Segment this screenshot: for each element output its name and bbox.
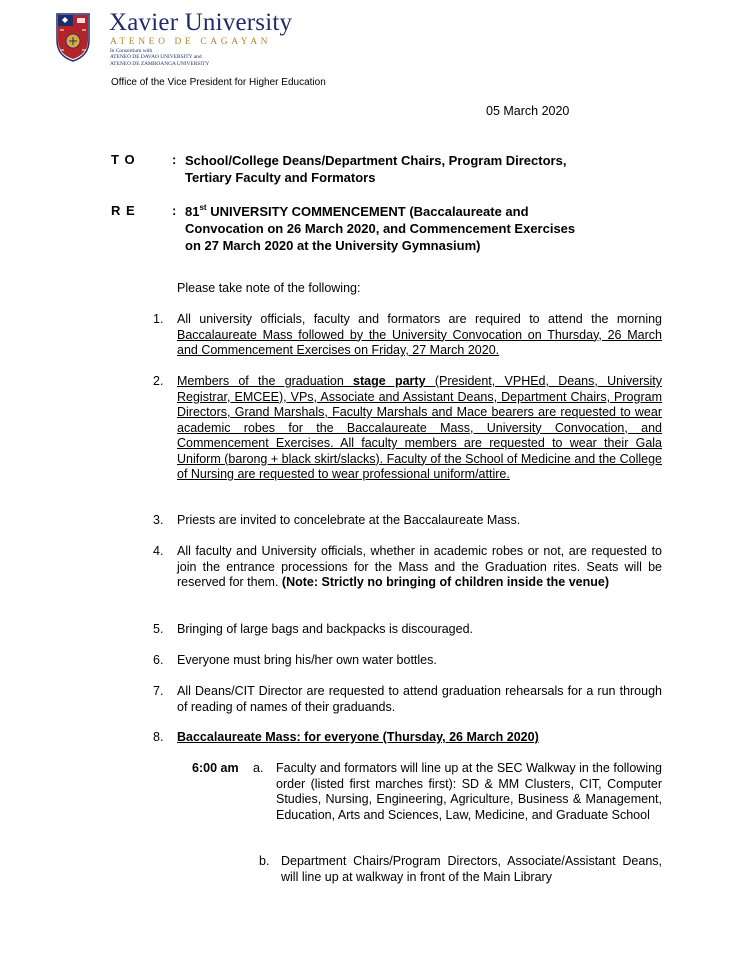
re-title: UNIVERSITY COMMENCEMENT (Baccalaureate and	[206, 204, 529, 219]
item-text	[177, 312, 662, 359]
item-text: Everyone must bring his/her own water bottles.	[177, 653, 437, 667]
to-colon: :	[172, 152, 177, 167]
item-number: 5.	[153, 622, 164, 636]
to-recipients	[185, 152, 655, 186]
item-number: 1.	[153, 312, 164, 326]
intro-text: Please take note of the following:	[177, 281, 361, 295]
consortium-line: ATENEO DE DAVAO UNIVERSITY and	[110, 54, 202, 61]
consortium-note	[110, 48, 209, 67]
item-text	[177, 374, 662, 483]
re-line	[185, 203, 655, 220]
to-line: Tertiary Faculty and Formators	[185, 170, 376, 185]
consortium-line: ATENEO DE ZAMBOANGA UNIVERSITY	[110, 60, 210, 67]
university-subtitle: ATENEO DE CAGAYAN	[110, 37, 272, 47]
re-colon: :	[172, 203, 177, 218]
university-name: Xavier University	[109, 9, 293, 36]
re-ordinal-suffix: st	[199, 202, 207, 212]
sub-item-text: Faculty and formators will line up at the SEC Walkway in the following order (listed first marches first): SD & MM Clusters, CIT, Computer Studies, Nursing, Engineering, Agriculture, Business & Management, Education, Arts and Sciences, Law, Medicine, and Graduate School	[276, 761, 662, 822]
consortium-line: In Consortium with	[110, 48, 153, 54]
re-line: on 27 March 2020 at the University Gymnasium)	[185, 238, 481, 253]
re-subject	[185, 203, 655, 254]
item-text-bold-underlined: stage party	[353, 374, 426, 388]
item-text: Priests are invited to concelebrate at the Baccalaureate Mass.	[177, 513, 521, 527]
item-text-underlined: (President, VPHEd, Deans, University Registrar, EMCEE), VPs, Associate and Assistant Deans, Department Chairs, Program Directors, Grand Marshals, Faculty Marshals and Mace bearers are requested to wear academic robes for the Baccalaureate Mass, University Convocation, and Commencement Exercises. All faculty members are requested to wear their Gala Uniform (barong + black skirt/slacks). Faculty of the School of Medicine and the College of Nursing are requested to wear professional uniform/attire.	[177, 374, 662, 481]
sub-item-label: b.	[259, 854, 270, 868]
re-label: R E	[111, 203, 136, 218]
item-number: 6.	[153, 653, 164, 667]
item-text-bold: (Note: Strictly no bringing of children inside the venue)	[281, 575, 610, 589]
item-text-plain: All faculty and University officials, whether in academic robes or not, are requested to join the entrance processions for the Mass and the Graduation rites. Seats will be reserved for them.	[177, 544, 662, 589]
item-number: 7.	[153, 684, 164, 698]
item-text-underlined: Members of the graduation	[177, 374, 354, 388]
sub-item-label: a.	[253, 761, 264, 775]
item-number: 3.	[153, 513, 164, 527]
re-line: Convocation on 26 March 2020, and Commencement Exercises	[185, 221, 576, 236]
item-text	[177, 544, 662, 591]
re-ordinal: 81	[185, 204, 200, 219]
item-text-plain: All university officials, faculty and formators are required to attend the morning	[177, 312, 662, 326]
to-label: T O	[111, 152, 136, 167]
schedule-time: 6:00 am	[192, 761, 239, 775]
office-name: Office of the Vice President for Higher Education	[111, 77, 326, 88]
item-text-underlined: Baccalaureate Mass followed by the University Convocation on Thursday, 26 March and Commencement Exercises on Friday, 27 March 2020.	[177, 327, 662, 357]
section-heading: Baccalaureate Mass: for everyone (Thursday, 26 March 2020)	[177, 730, 539, 744]
sub-item-text: Department Chairs/Program Directors, Associate/Assistant Deans, will line up at walkway in front of the Main Library	[281, 854, 662, 884]
item-number: 8.	[153, 730, 164, 744]
memo-date: 05 March 2020	[486, 104, 570, 118]
item-number: 2.	[153, 374, 164, 388]
item-text: Bringing of large bags and backpacks is discouraged.	[177, 622, 474, 636]
university-seal-icon	[55, 12, 91, 62]
to-line: School/College Deans/Department Chairs, Program Directors,	[185, 153, 567, 168]
item-text: All Deans/CIT Director are requested to attend graduation rehearsals for a run through of reading of names of their graduands.	[177, 684, 662, 714]
item-number: 4.	[153, 544, 164, 558]
